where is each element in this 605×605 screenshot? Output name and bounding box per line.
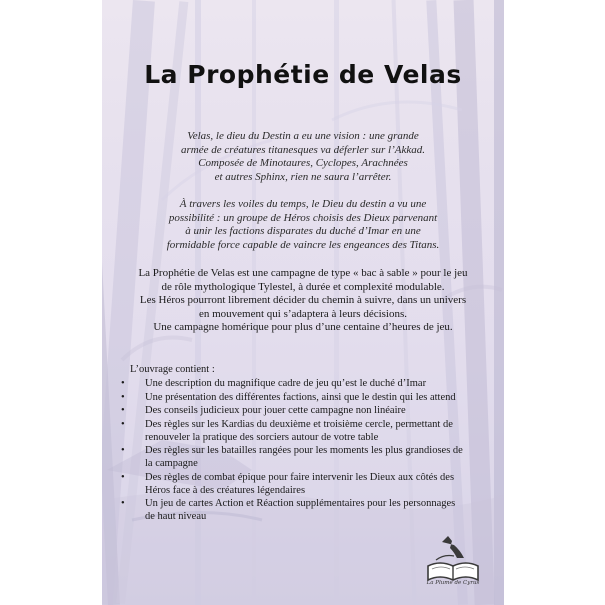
description-line: Les Héros pourront librement décider du chemin à suivre, dans un univers (139, 294, 467, 306)
contents-line: Héros face à des créatures légendaires (145, 484, 306, 496)
contents-list (120, 377, 500, 524)
intro-line: Composée de Minotaures, Cyclopes, Arachnées (198, 157, 408, 169)
description-line: en mouvement qui s’adaptera à leurs décisions. (198, 307, 408, 320)
description-line: La Prophétie de Velas est une campagne de type « bac à sable » pour le jeu (138, 267, 468, 279)
contents-item (120, 497, 500, 523)
book-title: La Prophétie de Velas (144, 60, 462, 89)
publisher-name: La Plume de Cyrus (426, 580, 480, 586)
back-cover (102, 0, 504, 605)
contents-line: • Une présentation des différentes factions, ainsi que le destin qui les attend (145, 391, 456, 403)
intro-paragraph-1 (122, 130, 484, 184)
intro-line: À travers les voiles du temps, le Dieu du destin a vu une (179, 198, 427, 210)
contents-line: • Un jeu de cartes Action et Réaction supplémentaires pour les personnages (145, 498, 456, 509)
intro-line: et autres Sphinx, rien ne saura l’arrêter. (214, 170, 392, 183)
contents-line: • Des règles sur les Kardias du deuxième et troisième cercle, permettant de (145, 418, 453, 430)
description-line: de rôle mythologique Tylestel, à durée et complexité modulable. (161, 280, 445, 293)
contents-item (120, 471, 500, 497)
contents-item (120, 404, 500, 417)
intro-line: Velas, le dieu du Destin a eu une vision : une grande (187, 130, 419, 142)
contents-line: • Des conseils judicieux pour jouer cette campagne non linéaire (145, 405, 406, 416)
intro-line: à unir les factions disparates du duché d’Imar en une (185, 225, 421, 237)
contents-item (120, 377, 500, 390)
contents-line: • Des règles de combat épique pour faire intervenir les Dieux aux côtés des (145, 471, 455, 483)
description-line: Une campagne homérique pour plus d’une centaine d’heures de jeu. (153, 321, 453, 333)
contents-line: renouveler la pratique des sorciers autour de votre table (145, 431, 379, 443)
contents-line: • Des règles sur les batailles rangées pour les moments les plus grandioses de (145, 445, 463, 456)
contents-line: de haut niveau (145, 511, 207, 522)
intro-line: formidable force capable de vaincre les engeances des Titans. (166, 238, 440, 251)
contents-item (120, 418, 500, 444)
contents-line: • Une description du magnifique cadre de jeu qu’est le duché d’Imar (145, 378, 427, 389)
contents-label: L’ouvrage contient : (130, 364, 215, 375)
intro-paragraph-2 (122, 198, 484, 252)
contents-line: la campagne (145, 458, 198, 469)
contents-item (120, 444, 500, 470)
campaign-description (112, 267, 494, 335)
intro-line: armée de créatures titanesques va déferler sur l’Akkad. (181, 143, 425, 156)
contents-item (120, 391, 500, 404)
intro-line: possibilité : un groupe de Héros choisis des Dieux parvenant (168, 211, 438, 224)
